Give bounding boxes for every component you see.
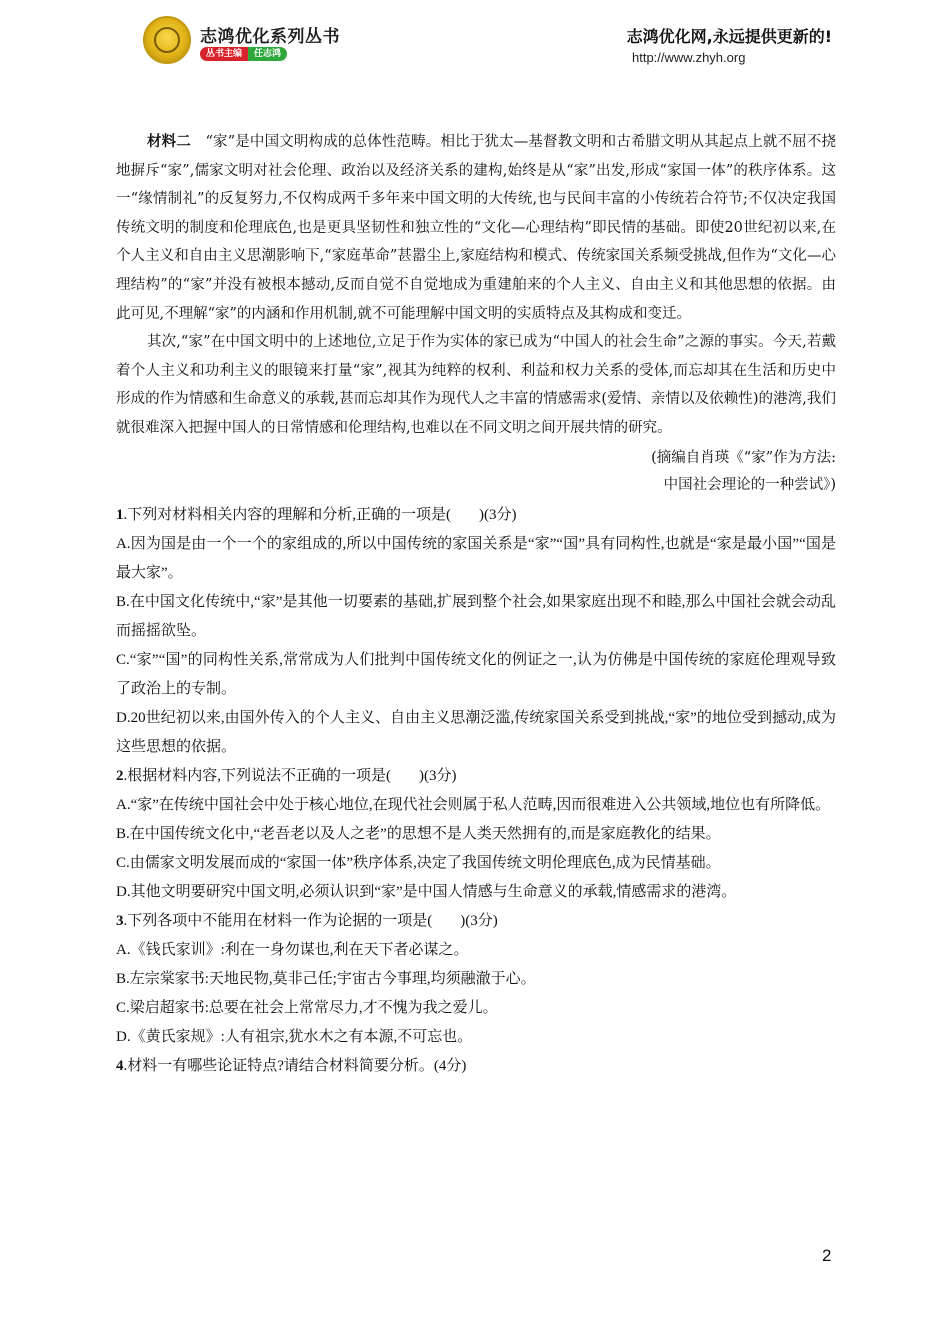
badge-name: 任志鸿 xyxy=(248,47,287,61)
series-logo-icon xyxy=(143,16,191,64)
material-paragraph-1 xyxy=(116,128,836,328)
option-b: B.在中国文化传统中,“家”是其他一切要素的基础,扩展到整个社会,如果家庭出现不和睦,那么中国社会就会动乱而摇摇欲坠。 xyxy=(116,593,836,639)
option-c: C.由儒家文明发展而成的“家国一体”秩序体系,决定了我国传统文明伦理底色,成为民情基础。 xyxy=(116,854,721,871)
page-number: 2 xyxy=(822,1246,832,1265)
citation-line-2: 中国社会理论的一种尝试》) xyxy=(663,476,836,493)
citation-line-1: (摘编自肖瑛《“家”作为方法: xyxy=(651,449,836,466)
question-2 xyxy=(116,762,836,907)
option-d: D.《黄氏家规》:人有祖宗,犹水木之有本源,不可忘也。 xyxy=(116,1028,473,1045)
page-content xyxy=(116,128,836,1081)
header-slogan: 志鸿优化网,永远提供更新的! xyxy=(626,27,832,46)
question-4 xyxy=(116,1052,836,1081)
question-number: 3 xyxy=(116,912,124,929)
option-c: C.“家”“国”的同构性关系,常常成为人们批判中国传统文化的例证之一,认为仿佛是中国传统的家庭伦理观导致了政治上的专制。 xyxy=(116,651,836,697)
question-1 xyxy=(116,501,836,762)
question-stem: 1.下列对材料相关内容的理解和分析,正确的一项是( )(3分) xyxy=(116,506,517,523)
question-stem: 2.根据材料内容,下列说法不正确的一项是( )(3分) xyxy=(116,767,457,784)
question-number: 4 xyxy=(116,1057,124,1074)
option-b: B.左宗棠家书:天地民物,莫非己任;宇宙古今事理,均须融澈于心。 xyxy=(116,970,536,987)
material-paragraph-2: 其次,“家”在中国文明中的上述地位,立足于作为实体的家已成为“中国人的社会生命”之源的事实。今天,若戴着个人主义和功利主义的眼镜来打量“家”,视其为纯粹的权利、利益和权力关系的受体,而忘却其在生活和历史中形成的作为情感和生命意义的承载,甚而忘却其作为现代人之丰富的情感需求(爱情、亲情以及依赖性)的港湾,我们就很难深入把握中国人的日常情感和伦理结构,也难以在不同文明之间开展共情的研究。 xyxy=(116,334,836,436)
option-c: C.梁启超家书:总要在社会上常常尽力,才不愧为我之爱儿。 xyxy=(116,999,498,1016)
question-stem: 4.材料一有哪些论证特点?请结合材料简要分析。(4分) xyxy=(116,1057,467,1074)
page-header xyxy=(0,0,950,90)
question-stem: 3.下列各项中不能用在材料一作为论据的一项是( )(3分) xyxy=(116,912,498,929)
option-a: A.因为国是由一个一个的家组成的,所以中国传统的家国关系是“家”“国”具有同构性,也就是“家是最小国”“国是最大家”。 xyxy=(116,535,836,581)
material-lead: 材料二 xyxy=(147,133,191,150)
question-number: 2 xyxy=(116,767,124,784)
series-title: 志鸿优化系列丛书 xyxy=(200,27,340,47)
option-a: A.《钱氏家训》:利在一身勿谋也,利在天下者必谋之。 xyxy=(116,941,469,958)
option-d: D.其他文明要研究中国文明,必须认识到“家”是中国人情感与生命意义的承载,情感需求的港湾。 xyxy=(116,883,737,900)
badge-label: 丛书主编 xyxy=(200,47,248,61)
option-a: A.“家”在传统中国社会中处于核心地位,在现代社会则属于私人范畴,因而很难进入公共领域,地位也有所降低。 xyxy=(116,796,831,813)
material-para1-text: “家”是中国文明构成的总体性范畴。相比于犹太—基督教文明和古希腊文明从其起点上就不屈不挠地摒斥“家”,儒家文明对社会伦理、政治以及经济关系的建构,始终是从“家”出发,形成“家国一体”的秩序体系。这一“缘情制礼”的反复努力,不仅构成两千多年来中国文明的大传统,也与民间丰富的小传统若合符节;不仅决定我国传统文明的制度和伦理底色,也是更具坚韧性和独立性的“文化—心理结构”即民情的基础。即使20世纪初以来,在个人主义和自由主义思潮影响下,“家庭革命”甚嚣尘上,家庭结构和模式、传统家国关系频受挑战,但作为“文化—心理结构”的“家”并没有被根本撼动,反而自觉不自觉地成为重建舶来的个人主义、自由主义和其他思想的依据。由此可见,不理解“家”的内涵和作用机制,就不可能理解中国文明的实质特点及其构成和变迁。 xyxy=(116,134,836,322)
option-b: B.在中国传统文化中,“老吾老以及人之老”的思想不是人类天然拥有的,而是家庭教化的结果。 xyxy=(116,825,721,842)
editor-badge xyxy=(200,47,287,61)
header-url[interactable]: http://www.zhyh.org xyxy=(632,50,746,65)
question-number: 1 xyxy=(116,506,124,523)
option-d: D.20世纪初以来,由国外传入的个人主义、自由主义思潮泛滥,传统家国关系受到挑战,“家”的地位受到撼动,成为这些思想的依据。 xyxy=(116,709,836,755)
question-3 xyxy=(116,907,836,1052)
